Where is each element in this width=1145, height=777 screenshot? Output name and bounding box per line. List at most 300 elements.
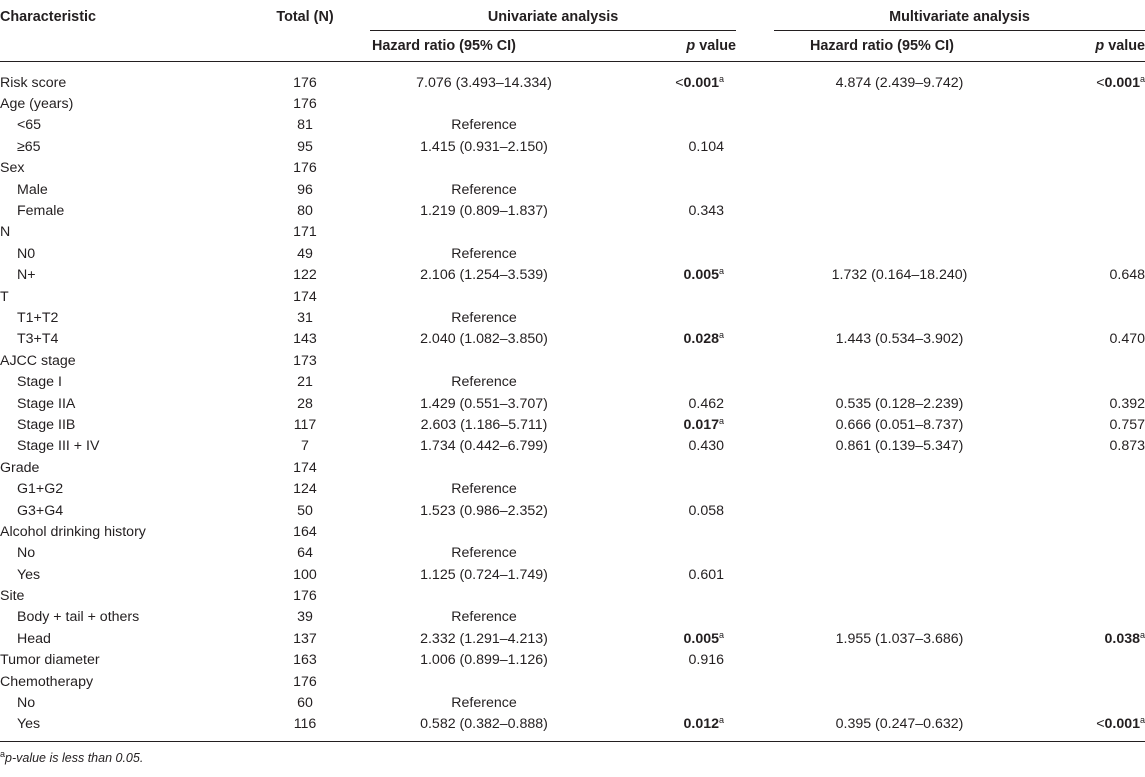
row-uni-hazard-ratio: 1.429 (0.551–3.707) — [420, 395, 548, 412]
row-total: 143 — [293, 331, 317, 348]
row-characteristic: T — [0, 288, 9, 305]
row-multi-hazard-ratio — [774, 692, 1025, 713]
table-row — [0, 93, 1145, 114]
row-multi-p-value — [1025, 329, 1145, 350]
table-row — [0, 115, 1145, 136]
row-multi-hazard-ratio — [774, 457, 1025, 478]
row-characteristic: T3+T4 — [17, 331, 59, 348]
row-multi-hazard-ratio — [774, 222, 1025, 243]
row-total: 164 — [293, 523, 317, 540]
row-gap — [736, 93, 774, 114]
row-multi-p-value — [1025, 457, 1145, 478]
row-total: 117 — [293, 416, 317, 433]
row-uni-hazard-ratio: 0.582 (0.382–0.888) — [420, 716, 548, 733]
row-uni-p-value-number: 0.012 — [683, 716, 719, 733]
row-multi-p-value — [1025, 436, 1145, 457]
row-uni-hazard-ratio: 1.006 (0.899–1.126) — [420, 652, 548, 669]
row-multi-hazard-ratio — [774, 671, 1025, 692]
header-uni-hazard-ratio: Hazard ratio (95% CI) — [372, 38, 516, 54]
row-multi-p-value — [1025, 393, 1145, 414]
table-header — [0, 4, 1145, 62]
row-characteristic: Head — [17, 630, 51, 647]
row-total: 60 — [297, 695, 313, 712]
table-row — [0, 350, 1145, 371]
table-row — [0, 307, 1145, 328]
row-characteristic: N+ — [17, 267, 36, 284]
row-gap — [736, 436, 774, 457]
header-characteristic: Characteristic — [0, 9, 96, 26]
row-gap — [736, 564, 774, 585]
row-uni-p-value-number: 0.028 — [683, 331, 719, 348]
row-characteristic: Chemotherapy — [0, 673, 94, 690]
row-total: 96 — [297, 181, 313, 198]
row-characteristic: AJCC stage — [0, 352, 76, 369]
row-total: 124 — [293, 481, 317, 498]
row-multi-p-value — [1025, 158, 1145, 179]
table-row — [0, 607, 1145, 628]
row-multi-p-value-number: 0.038 — [1104, 630, 1140, 647]
row-uni-p-value-number: 0.916 — [688, 652, 725, 669]
table-row — [0, 243, 1145, 264]
row-characteristic: Body + tail + others — [17, 609, 140, 626]
row-gap — [736, 307, 774, 328]
row-uni-hazard-ratio: 2.040 (1.082–3.850) — [420, 331, 548, 348]
row-gap — [736, 243, 774, 264]
row-multi-p-value — [1025, 179, 1145, 200]
header-blank-2 — [240, 31, 370, 62]
row-uni-p-value-superscript: a — [719, 629, 725, 640]
row-uni-hazard-ratio: Reference — [451, 695, 517, 712]
table-footnote — [0, 751, 1145, 765]
row-multi-hazard-ratio — [774, 307, 1025, 328]
row-multi-p-value-number: 0.001 — [1104, 716, 1140, 733]
row-uni-hazard-ratio: 1.415 (0.931–2.150) — [420, 138, 548, 155]
row-multi-hazard-ratio — [774, 650, 1025, 671]
row-uni-p-value-number: 0.058 — [688, 502, 725, 519]
row-uni-p-value — [598, 543, 736, 564]
row-total: 163 — [293, 652, 317, 669]
row-multi-p-value — [1025, 564, 1145, 585]
row-gap — [736, 457, 774, 478]
row-multi-hazard-ratio — [774, 564, 1025, 585]
row-multi-hazard-ratio — [774, 350, 1025, 371]
row-total: 21 — [297, 374, 313, 391]
footnote-superscript: a — [0, 749, 6, 760]
row-multi-hazard-ratio — [774, 158, 1025, 179]
row-uni-hazard-ratio: 1.734 (0.442–6.799) — [420, 438, 548, 455]
table-row — [0, 521, 1145, 542]
row-multi-p-value — [1025, 478, 1145, 499]
row-characteristic: Stage IIA — [17, 395, 76, 412]
row-multi-hazard-ratio — [774, 500, 1025, 521]
header-multi-hazard-ratio: Hazard ratio (95% CI) — [810, 38, 954, 54]
row-multi-p-value — [1025, 93, 1145, 114]
row-characteristic: Alcohol drinking history — [0, 523, 146, 540]
row-uni-hazard-ratio: Reference — [451, 181, 517, 198]
header-blank-1 — [0, 31, 240, 62]
row-total: 171 — [293, 224, 317, 241]
table-row — [0, 371, 1145, 392]
row-multi-hazard-ratio: 0.395 (0.247–0.632) — [835, 716, 964, 733]
row-multi-p-value — [1025, 200, 1145, 221]
row-gap — [736, 478, 774, 499]
table-row — [0, 692, 1145, 713]
row-multi-hazard-ratio: 1.732 (0.164–18.240) — [831, 267, 968, 284]
row-uni-p-value-superscript: a — [719, 266, 725, 277]
table-row — [0, 564, 1145, 585]
row-multi-hazard-ratio — [774, 243, 1025, 264]
row-uni-hazard-ratio — [370, 671, 598, 692]
row-uni-p-value-number: 0.430 — [688, 438, 725, 455]
row-uni-hazard-ratio: Reference — [451, 117, 517, 134]
row-total: 137 — [293, 630, 317, 647]
row-total: 176 — [293, 588, 317, 605]
header-gap — [736, 4, 774, 31]
row-uni-p-value — [598, 243, 736, 264]
row-uni-p-value-superscript: a — [719, 330, 725, 341]
row-uni-p-value — [598, 265, 736, 286]
row-uni-p-value — [598, 457, 736, 478]
row-gap — [736, 179, 774, 200]
row-multi-hazard-ratio: 0.861 (0.139–5.347) — [835, 438, 964, 455]
row-characteristic: Yes — [17, 716, 41, 733]
row-total: 116 — [293, 716, 317, 733]
row-multi-p-value — [1025, 265, 1145, 286]
row-multi-hazard-ratio — [774, 521, 1025, 542]
row-uni-hazard-ratio: 1.219 (0.809–1.837) — [420, 203, 548, 220]
row-gap — [736, 414, 774, 435]
row-uni-p-value — [598, 136, 736, 157]
row-characteristic: No — [17, 695, 36, 712]
table-row — [0, 543, 1145, 564]
row-multi-p-value — [1025, 607, 1145, 628]
header-multivariate: Multivariate analysis — [774, 4, 1145, 31]
row-uni-p-value-number: 0.601 — [688, 566, 725, 583]
row-uni-hazard-ratio — [370, 222, 598, 243]
table-row — [0, 414, 1145, 435]
row-uni-p-value — [598, 200, 736, 221]
row-total: 80 — [297, 203, 313, 220]
row-uni-p-value-number: 0.462 — [688, 395, 725, 412]
table-row — [0, 62, 1145, 94]
header-univariate: Univariate analysis — [370, 4, 736, 31]
row-uni-p-value-superscript: a — [719, 73, 725, 84]
row-characteristic: Grade — [0, 459, 40, 476]
row-gap — [736, 136, 774, 157]
row-multi-p-value-prefix: < — [1096, 716, 1105, 733]
row-uni-hazard-ratio: Reference — [451, 609, 517, 626]
row-total: 28 — [297, 395, 313, 412]
row-total: 50 — [297, 502, 313, 519]
row-multi-p-value — [1025, 521, 1145, 542]
row-uni-p-value — [598, 671, 736, 692]
row-multi-hazard-ratio — [774, 543, 1025, 564]
row-total: 64 — [297, 545, 313, 562]
row-multi-p-value — [1025, 350, 1145, 371]
table-row — [0, 222, 1145, 243]
row-uni-p-value — [598, 414, 736, 435]
row-uni-p-value — [598, 115, 736, 136]
row-total: 173 — [293, 352, 317, 369]
row-total: 176 — [293, 160, 317, 177]
row-gap — [736, 650, 774, 671]
row-uni-p-value — [598, 307, 736, 328]
row-uni-p-value — [598, 350, 736, 371]
table-row — [0, 286, 1145, 307]
row-uni-hazard-ratio — [370, 457, 598, 478]
row-multi-hazard-ratio — [774, 200, 1025, 221]
row-total: 174 — [293, 288, 317, 305]
row-uni-hazard-ratio — [370, 585, 598, 606]
row-total: 49 — [297, 245, 313, 262]
row-uni-p-value — [598, 478, 736, 499]
row-uni-hazard-ratio — [370, 93, 598, 114]
row-characteristic: Tumor diameter — [0, 652, 100, 669]
row-gap — [736, 286, 774, 307]
row-characteristic: T1+T2 — [17, 309, 59, 326]
row-multi-p-value-superscript: a — [1140, 715, 1145, 726]
row-total: 100 — [293, 566, 317, 583]
table-row — [0, 478, 1145, 499]
row-gap — [736, 265, 774, 286]
row-characteristic: <65 — [17, 117, 42, 134]
row-uni-hazard-ratio: 1.523 (0.986–2.352) — [420, 502, 548, 519]
row-total: 7 — [301, 438, 309, 455]
row-characteristic: G1+G2 — [17, 481, 64, 498]
row-multi-p-value — [1025, 222, 1145, 243]
row-multi-p-value-number: 0.648 — [1109, 267, 1145, 284]
header-multi-p-value — [1025, 31, 1145, 62]
row-uni-p-value — [598, 93, 736, 114]
row-uni-p-value — [598, 393, 736, 414]
row-gap — [736, 200, 774, 221]
row-multi-p-value — [1025, 500, 1145, 521]
row-multi-p-value — [1025, 307, 1145, 328]
row-multi-p-value-superscript: a — [1140, 73, 1145, 84]
row-uni-p-value — [598, 521, 736, 542]
row-uni-hazard-ratio — [370, 158, 598, 179]
row-uni-p-value-number: 0.005 — [683, 267, 719, 284]
row-multi-hazard-ratio — [774, 115, 1025, 136]
row-uni-p-value — [598, 179, 736, 200]
row-gap — [736, 222, 774, 243]
row-gap — [736, 158, 774, 179]
row-multi-p-value — [1025, 371, 1145, 392]
row-multi-hazard-ratio: 1.443 (0.534–3.902) — [835, 331, 964, 348]
row-multi-hazard-ratio — [774, 478, 1025, 499]
row-gap — [736, 62, 774, 94]
row-characteristic: N0 — [17, 245, 36, 262]
row-uni-p-value — [598, 329, 736, 350]
row-uni-p-value — [598, 564, 736, 585]
row-uni-p-value — [598, 714, 736, 742]
row-gap — [736, 329, 774, 350]
row-multi-p-value-number: 0.873 — [1109, 438, 1145, 455]
row-uni-p-value-prefix: < — [675, 74, 684, 91]
row-uni-p-value-number: 0.005 — [683, 630, 719, 647]
row-multi-p-value — [1025, 650, 1145, 671]
row-characteristic: Yes — [17, 566, 41, 583]
row-uni-p-value-number: 0.104 — [688, 138, 725, 155]
row-gap — [736, 350, 774, 371]
row-total: 95 — [297, 138, 313, 155]
header-uni-p-rest: value — [695, 38, 737, 54]
row-multi-hazard-ratio: 0.666 (0.051–8.737) — [835, 416, 964, 433]
row-multi-p-value-number: 0.001 — [1104, 74, 1140, 91]
row-uni-p-value — [598, 286, 736, 307]
row-multi-p-value-prefix: < — [1096, 74, 1105, 91]
row-multi-p-value-number: 0.392 — [1109, 395, 1145, 412]
row-uni-p-value — [598, 371, 736, 392]
row-gap — [736, 714, 774, 742]
header-gap-2 — [736, 31, 774, 62]
table-row — [0, 436, 1145, 457]
row-multi-hazard-ratio: 4.874 (2.439–9.742) — [835, 74, 964, 91]
table-row — [0, 200, 1145, 221]
row-multi-hazard-ratio — [774, 607, 1025, 628]
row-gap — [736, 671, 774, 692]
row-multi-p-value — [1025, 628, 1145, 649]
row-uni-p-value-number: 0.343 — [688, 203, 725, 220]
row-uni-hazard-ratio: Reference — [451, 245, 517, 262]
row-gap — [736, 393, 774, 414]
row-multi-p-value — [1025, 115, 1145, 136]
row-characteristic: Male — [17, 181, 48, 198]
row-multi-hazard-ratio — [774, 286, 1025, 307]
row-total: 176 — [293, 673, 317, 690]
row-multi-hazard-ratio — [774, 585, 1025, 606]
row-gap — [736, 543, 774, 564]
table-row — [0, 628, 1145, 649]
table-row — [0, 457, 1145, 478]
table-row — [0, 714, 1145, 742]
row-gap — [736, 500, 774, 521]
row-total: 176 — [293, 96, 317, 113]
table-row — [0, 650, 1145, 671]
row-total: 176 — [293, 74, 317, 91]
table-row — [0, 671, 1145, 692]
row-multi-hazard-ratio — [774, 136, 1025, 157]
row-multi-p-value — [1025, 671, 1145, 692]
row-gap — [736, 585, 774, 606]
row-characteristic: Stage IIB — [17, 416, 76, 433]
row-uni-hazard-ratio: 1.125 (0.724–1.749) — [420, 566, 548, 583]
row-multi-p-value — [1025, 243, 1145, 264]
header-total: Total (N) — [276, 9, 334, 26]
row-uni-hazard-ratio: 2.603 (1.186–5.711) — [420, 416, 548, 433]
header-uni-p-value — [598, 31, 736, 62]
row-uni-p-value — [598, 650, 736, 671]
row-uni-hazard-ratio: 7.076 (3.493–14.334) — [416, 74, 552, 91]
row-uni-p-value-superscript: a — [719, 415, 725, 426]
row-gap — [736, 628, 774, 649]
row-multi-hazard-ratio: 0.535 (0.128–2.239) — [835, 395, 964, 412]
table-row — [0, 329, 1145, 350]
table-row — [0, 136, 1145, 157]
row-characteristic: Female — [17, 203, 65, 220]
row-uni-hazard-ratio: 2.332 (1.291–4.213) — [420, 630, 548, 647]
row-multi-hazard-ratio: 1.955 (1.037–3.686) — [835, 630, 964, 647]
table-row — [0, 265, 1145, 286]
row-uni-p-value — [598, 692, 736, 713]
row-characteristic: Sex — [0, 160, 25, 177]
row-multi-p-value — [1025, 62, 1145, 94]
row-uni-hazard-ratio — [370, 286, 598, 307]
row-uni-p-value — [598, 222, 736, 243]
row-total: 31 — [297, 309, 313, 326]
row-uni-hazard-ratio: Reference — [451, 374, 517, 391]
row-uni-p-value — [598, 585, 736, 606]
header-uni-p-italic: p — [686, 38, 696, 54]
row-gap — [736, 607, 774, 628]
row-multi-p-value — [1025, 136, 1145, 157]
row-total: 39 — [297, 609, 313, 626]
row-uni-hazard-ratio: Reference — [451, 545, 517, 562]
row-characteristic: Stage I — [17, 374, 62, 391]
cox-regression-table — [0, 4, 1145, 742]
row-total: 174 — [293, 459, 317, 476]
row-characteristic: G3+G4 — [17, 502, 64, 519]
row-uni-p-value — [598, 607, 736, 628]
table-row — [0, 585, 1145, 606]
row-multi-p-value — [1025, 286, 1145, 307]
row-uni-hazard-ratio: Reference — [451, 481, 517, 498]
row-uni-hazard-ratio: Reference — [451, 309, 517, 326]
row-uni-hazard-ratio: 2.106 (1.254–3.539) — [420, 267, 548, 284]
row-uni-p-value — [598, 158, 736, 179]
row-uni-p-value — [598, 436, 736, 457]
row-uni-p-value — [598, 62, 736, 94]
footnote-text: p-value is less than 0.05. — [5, 751, 144, 766]
row-multi-p-value — [1025, 692, 1145, 713]
row-uni-p-value — [598, 500, 736, 521]
row-characteristic: Site — [0, 588, 25, 605]
row-multi-p-value — [1025, 585, 1145, 606]
row-uni-p-value-number: 0.017 — [683, 416, 719, 433]
row-characteristic: Risk score — [0, 74, 67, 91]
row-uni-hazard-ratio — [370, 350, 598, 371]
header-multi-p-italic: p — [1095, 38, 1105, 54]
row-multi-p-value — [1025, 714, 1145, 742]
row-multi-p-value-superscript: a — [1140, 629, 1145, 640]
row-total: 81 — [297, 117, 313, 134]
row-characteristic: Stage III + IV — [17, 438, 100, 455]
row-gap — [736, 692, 774, 713]
table-row — [0, 179, 1145, 200]
row-characteristic: No — [17, 545, 36, 562]
table-body — [0, 62, 1145, 742]
row-multi-p-value — [1025, 543, 1145, 564]
table-row — [0, 500, 1145, 521]
row-uni-p-value — [598, 628, 736, 649]
row-total: 122 — [293, 267, 317, 284]
table-row — [0, 393, 1145, 414]
row-characteristic: N — [0, 224, 11, 241]
row-gap — [736, 521, 774, 542]
header-multi-p-rest: value — [1104, 38, 1145, 54]
row-characteristic: Age (years) — [0, 96, 74, 113]
row-multi-p-value — [1025, 414, 1145, 435]
row-uni-hazard-ratio — [370, 521, 598, 542]
row-multi-p-value-number: 0.470 — [1109, 331, 1145, 348]
table-row — [0, 158, 1145, 179]
row-multi-p-value-number: 0.757 — [1109, 416, 1145, 433]
row-gap — [736, 371, 774, 392]
row-uni-p-value-superscript: a — [719, 715, 725, 726]
row-multi-hazard-ratio — [774, 371, 1025, 392]
row-characteristic: ≥65 — [17, 138, 41, 155]
row-multi-hazard-ratio — [774, 179, 1025, 200]
